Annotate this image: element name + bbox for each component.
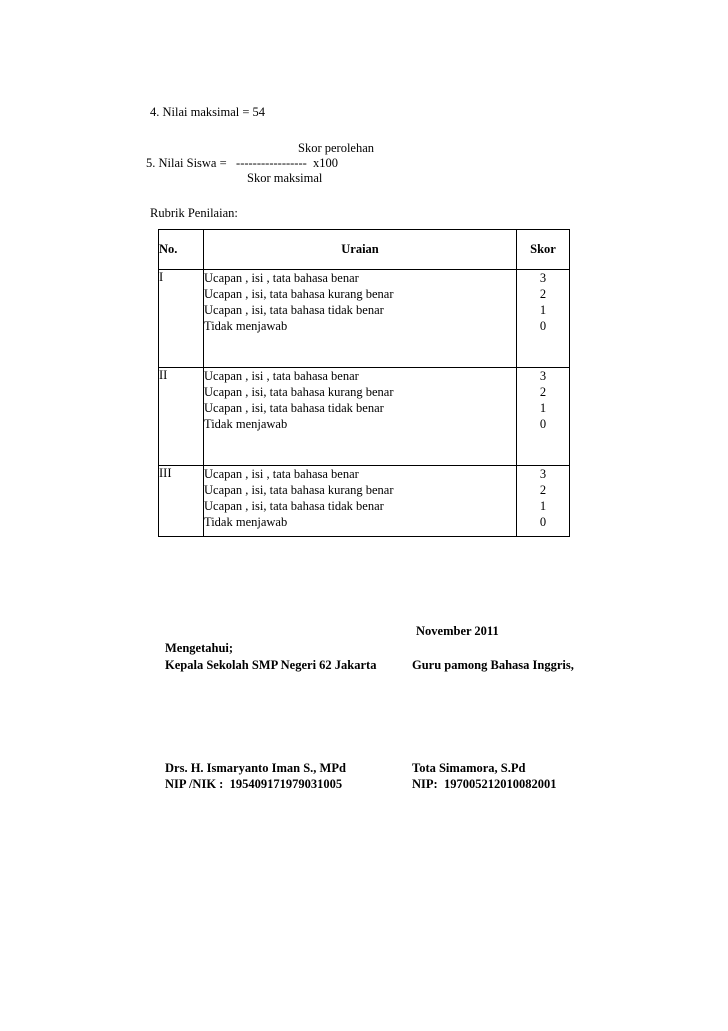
left-signatory-id: NIP /NIK : 195409171979031005 (165, 777, 343, 791)
description-line: Tidak menjawab (204, 515, 288, 529)
description-line: Ucapan , isi, tata bahasa kurang benar (204, 483, 394, 497)
formula-denominator: Skor maksimal (247, 171, 323, 185)
score-value: 3 (539, 467, 547, 481)
table-row (159, 270, 570, 368)
description-line: Ucapan , isi , tata bahasa benar (204, 369, 359, 383)
row-number: III (159, 466, 204, 537)
description-line: Ucapan , isi, tata bahasa tidak benar (204, 499, 384, 513)
description-line: Ucapan , isi, tata bahasa kurang benar (204, 287, 394, 301)
score-value: 0 (539, 319, 547, 333)
row-number: I (159, 270, 204, 368)
description-line: Ucapan , isi , tata bahasa benar (204, 467, 359, 481)
description-line: Tidak menjawab (204, 417, 288, 431)
right-signatory-role: Guru pamong Bahasa Inggris, (412, 658, 574, 672)
right-signatory-name: Tota Simamora, S.Pd (412, 761, 526, 775)
row-number: II (159, 368, 204, 466)
header-skor: Skor (517, 230, 570, 270)
rubric-table (158, 229, 570, 537)
score-value: 0 (539, 417, 547, 431)
mengetahui-label: Mengetahui; (165, 641, 234, 655)
score-value: 2 (539, 287, 547, 301)
score-value: 0 (539, 515, 547, 529)
row-scores (517, 466, 570, 537)
table-row (159, 368, 570, 466)
left-signatory-name: Drs. H. Ismaryanto Iman S., MPd (165, 761, 346, 775)
score-value: 2 (539, 483, 547, 497)
signature-date: November 2011 (416, 624, 499, 638)
description-line: Ucapan , isi, tata bahasa kurang benar (204, 385, 394, 399)
row-scores (517, 270, 570, 368)
description-line: Ucapan , isi, tata bahasa tidak benar (204, 303, 384, 317)
row-description (204, 368, 517, 466)
score-value: 1 (539, 303, 547, 317)
score-value: 1 (539, 401, 547, 415)
left-signatory-role: Kepala Sekolah SMP Negeri 62 Jakarta (165, 658, 377, 672)
score-value: 3 (539, 369, 547, 383)
description-line: Ucapan , isi, tata bahasa tidak benar (204, 401, 384, 415)
header-no: No. (159, 230, 204, 270)
formula-line: 5. Nilai Siswa = ----------------- x100 (146, 156, 339, 170)
row-description (204, 270, 517, 368)
score-value: 2 (539, 385, 547, 399)
table-header-row (159, 230, 570, 270)
score-value: 1 (539, 499, 547, 513)
score-value: 3 (539, 271, 547, 285)
row-description (204, 466, 517, 537)
description-line: Tidak menjawab (204, 319, 288, 333)
row-scores (517, 368, 570, 466)
item-nilai-maksimal: 4. Nilai maksimal = 54 (150, 105, 266, 119)
table-row (159, 466, 570, 537)
right-signatory-id: NIP: 197005212010082001 (412, 777, 557, 791)
header-uraian: Uraian (204, 230, 517, 270)
rubrik-title: Rubrik Penilaian: (150, 206, 238, 220)
formula-numerator: Skor perolehan (298, 141, 375, 155)
description-line: Ucapan , isi , tata bahasa benar (204, 271, 359, 285)
